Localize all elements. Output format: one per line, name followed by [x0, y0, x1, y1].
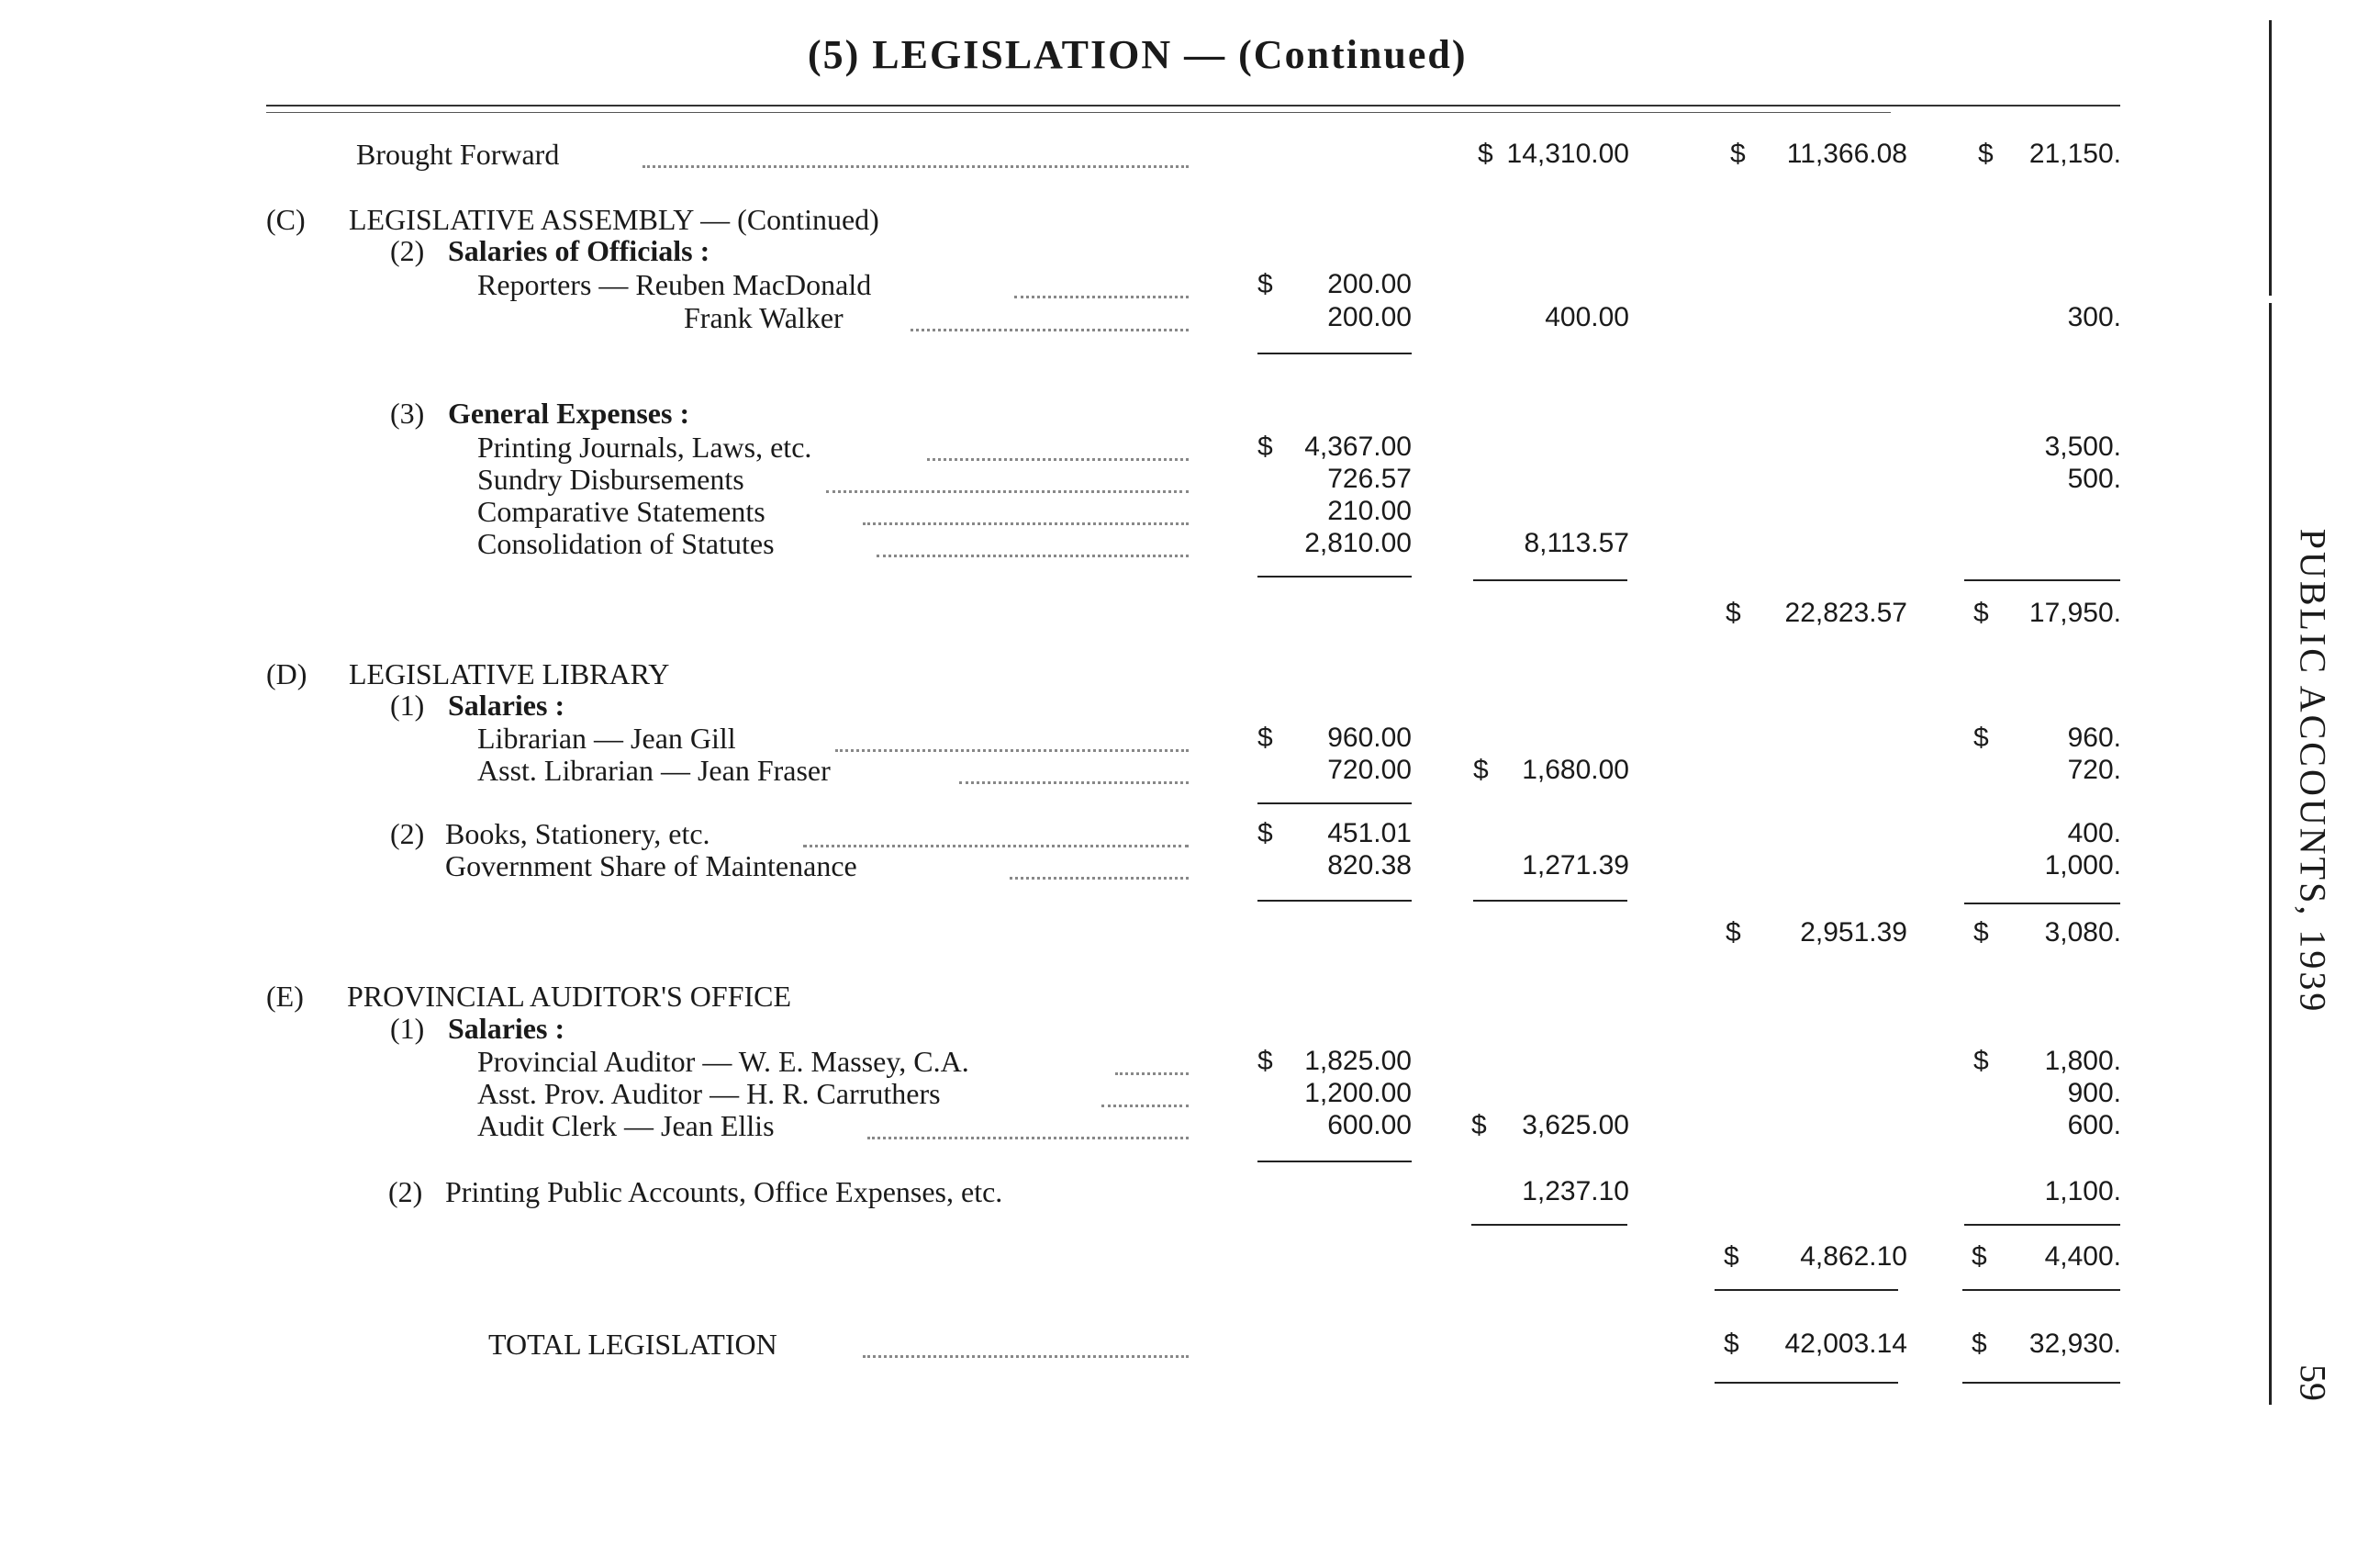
row-label: Librarian — Jean Gill: [477, 722, 736, 755]
total-rule: [1715, 1289, 1898, 1291]
subtotal-rule: [1257, 353, 1412, 354]
dollar-sign: $: [1972, 1241, 1987, 1272]
dot-leader: [911, 310, 1189, 331]
dot-leader: [959, 763, 1189, 784]
section-total-row: [0, 1240, 2380, 1273]
dollar-sign: $: [1257, 723, 1273, 753]
row-label: Books, Stationery, etc.: [445, 817, 710, 850]
amount: 200.00: [1327, 302, 1412, 332]
header-rule-thin: [266, 112, 1891, 113]
amount: 500.: [2067, 464, 2121, 494]
table-row: [0, 1175, 2380, 1208]
table-row: [0, 1045, 2380, 1078]
section-letter: (E): [266, 980, 304, 1013]
subtotal-rule: [1473, 579, 1627, 581]
dollar-sign: $: [1972, 1329, 1987, 1359]
amount: 2,951.39: [1800, 917, 1907, 948]
subsection-number: (2): [388, 1175, 423, 1208]
row-label: Printing Journals, Laws, etc.: [477, 431, 812, 464]
page-number: 59: [2292, 1364, 2334, 1401]
dot-leader: [1101, 1086, 1189, 1107]
amount: 22,823.57: [1784, 598, 1907, 628]
amount: 960.: [2067, 723, 2121, 753]
subtotal-rule: [1964, 903, 2120, 904]
dollar-sign: $: [1471, 1110, 1487, 1140]
subsection-number: (1): [390, 1012, 425, 1045]
table-row: [0, 527, 2380, 560]
amount: 4,367.00: [1304, 432, 1412, 462]
amount: 4,862.10: [1800, 1241, 1907, 1272]
section-title: LEGISLATIVE LIBRARY: [349, 657, 670, 690]
section-title: LEGISLATIVE ASSEMBLY — (Continued): [349, 203, 879, 236]
amount: 1,237.10: [1522, 1176, 1629, 1206]
subtotal-rule: [1257, 900, 1412, 902]
dollar-sign: $: [1257, 269, 1273, 299]
dot-leader: [826, 472, 1189, 493]
amount: 200.00: [1327, 269, 1412, 299]
section-heading: [0, 980, 2380, 1013]
row-label: Asst. Prov. Auditor — H. R. Carruthers: [477, 1077, 941, 1110]
amount: 2,810.00: [1304, 528, 1412, 558]
amount: 1,100.: [2044, 1176, 2121, 1206]
table-row: [0, 495, 2380, 528]
amount: 1,825.00: [1304, 1046, 1412, 1076]
dot-leader: [867, 1118, 1189, 1139]
amount: 17,950.: [2028, 598, 2121, 628]
table-row: [0, 1077, 2380, 1110]
table-row: [0, 301, 2380, 334]
table-row: [0, 1109, 2380, 1142]
subsection-heading: [0, 689, 2380, 722]
amount: 451.01: [1327, 818, 1412, 848]
amount: 960.00: [1327, 723, 1412, 753]
total-rule: [1962, 1382, 2120, 1384]
dollar-sign: $: [1973, 917, 1989, 948]
dollar-sign: $: [1257, 1046, 1273, 1076]
row-label: Audit Clerk — Jean Ellis: [477, 1109, 775, 1142]
subtotal-rule: [1257, 576, 1412, 578]
row-label: Provincial Auditor — W. E. Massey, C.A.: [477, 1045, 969, 1078]
dollar-sign: $: [1973, 723, 1989, 753]
amount: 42,003.14: [1784, 1329, 1907, 1359]
subsection-title: Salaries :: [448, 1012, 565, 1045]
dot-leader: [927, 440, 1189, 461]
amount: 400.00: [1545, 302, 1629, 332]
table-row: [0, 463, 2380, 496]
row-label: Comparative Statements: [477, 495, 765, 528]
table-row: [0, 817, 2380, 850]
dot-leader: [863, 504, 1189, 525]
amount: 1,000.: [2044, 850, 2121, 880]
section-total-row: [0, 916, 2380, 949]
amount: 8,113.57: [1524, 528, 1629, 558]
row-label: Government Share of Maintenance: [445, 849, 857, 882]
subtotal-rule: [1257, 1161, 1412, 1162]
row-label: Reporters — Reuben MacDonald: [477, 268, 872, 301]
amount: 720.: [2067, 755, 2121, 785]
subsection-heading: [0, 1012, 2380, 1045]
amount: 3,625.00: [1522, 1110, 1629, 1140]
subtotal-rule: [1473, 900, 1627, 902]
dot-leader: [835, 731, 1189, 752]
row-label: Brought Forward: [356, 138, 560, 171]
dollar-sign: $: [1257, 818, 1273, 848]
subsection-title: Salaries :: [448, 689, 565, 722]
dollar-sign: $: [1726, 598, 1741, 628]
subsection-title: General Expenses :: [448, 397, 690, 430]
amount: 3,500.: [2044, 432, 2121, 462]
amount: 1,680.00: [1522, 755, 1629, 785]
dot-leader: [877, 536, 1189, 557]
dollar-sign: $: [1730, 139, 1746, 169]
dollar-sign: $: [1978, 139, 1994, 169]
subsection-heading: [0, 397, 2380, 430]
dot-leader: [1014, 277, 1189, 298]
grand-total-row: [0, 1328, 2380, 1361]
table-row: [0, 722, 2380, 755]
subtotal-rule: [1964, 579, 2120, 581]
section-heading: [0, 203, 2380, 236]
amount: 32,930.: [2028, 1329, 2121, 1359]
subsection-number: (2): [390, 234, 425, 267]
table-row: [0, 268, 2380, 301]
amount: 210.00: [1327, 496, 1412, 526]
table-row: [0, 754, 2380, 787]
table-row: [0, 849, 2380, 882]
dollar-sign: $: [1973, 598, 1989, 628]
row-label: Sundry Disbursements: [477, 463, 744, 496]
row-label: TOTAL LEGISLATION: [488, 1328, 777, 1361]
amount: 900.: [2067, 1078, 2121, 1108]
dot-leader: [803, 826, 1189, 847]
amount: 1,200.00: [1304, 1078, 1412, 1108]
running-title: PUBLIC ACCOUNTS, 1939: [2292, 528, 2334, 1015]
amount: 726.57: [1327, 464, 1412, 494]
amount: 21,150.: [2028, 139, 2121, 169]
amount: 3,080.: [2044, 917, 2121, 948]
page-title: (5) LEGISLATION — (Continued): [808, 32, 1468, 77]
subsection-title: Salaries of Officials :: [448, 234, 710, 267]
section-letter: (D): [266, 657, 307, 690]
subsection-number: (3): [390, 397, 425, 430]
dollar-sign: $: [1726, 917, 1741, 948]
amount: 4,400.: [2044, 1241, 2121, 1272]
dollar-sign: $: [1257, 432, 1273, 462]
subtotal-rule: [1257, 802, 1412, 804]
row-label: Printing Public Accounts, Office Expenses, etc.: [445, 1175, 1003, 1208]
dot-leader: [1010, 858, 1189, 880]
amount: 14,310.00: [1506, 139, 1629, 169]
amount: 720.00: [1327, 755, 1412, 785]
amount: 600.00: [1327, 1110, 1412, 1140]
section-letter: (C): [266, 203, 306, 236]
amount: 600.: [2067, 1110, 2121, 1140]
subtotal-rule: [1471, 1224, 1627, 1226]
table-row: [0, 431, 2380, 464]
header-rule: [266, 105, 2120, 107]
total-rule: [1715, 1382, 1898, 1384]
row-label: Consolidation of Statutes: [477, 527, 775, 560]
row-label: Asst. Librarian — Jean Fraser: [477, 754, 831, 787]
subtotal-rule: [1964, 1224, 2120, 1226]
section-heading: [0, 657, 2380, 690]
table-row: [0, 138, 2380, 171]
section-total-row: [0, 597, 2380, 630]
amount: 1,800.: [2044, 1046, 2121, 1076]
subsection-heading: [0, 234, 2380, 267]
amount: 11,366.08: [1786, 139, 1907, 169]
amount: 820.38: [1327, 850, 1412, 880]
dot-leader: [642, 147, 1189, 168]
amount: 300.: [2067, 302, 2121, 332]
dollar-sign: $: [1724, 1241, 1739, 1272]
dollar-sign: $: [1473, 755, 1489, 785]
total-rule: [1962, 1289, 2120, 1291]
amount: 400.: [2067, 818, 2121, 848]
dollar-sign: $: [1724, 1329, 1739, 1359]
dot-leader: [863, 1337, 1189, 1358]
dollar-sign: $: [1973, 1046, 1989, 1076]
subsection-number: (2): [390, 817, 425, 850]
row-label: Frank Walker: [684, 301, 844, 334]
amount: 1,271.39: [1522, 850, 1629, 880]
subsection-number: (1): [390, 689, 425, 722]
dollar-sign: $: [1478, 139, 1493, 169]
section-title: PROVINCIAL AUDITOR'S OFFICE: [347, 980, 792, 1013]
dot-leader: [1115, 1054, 1189, 1075]
